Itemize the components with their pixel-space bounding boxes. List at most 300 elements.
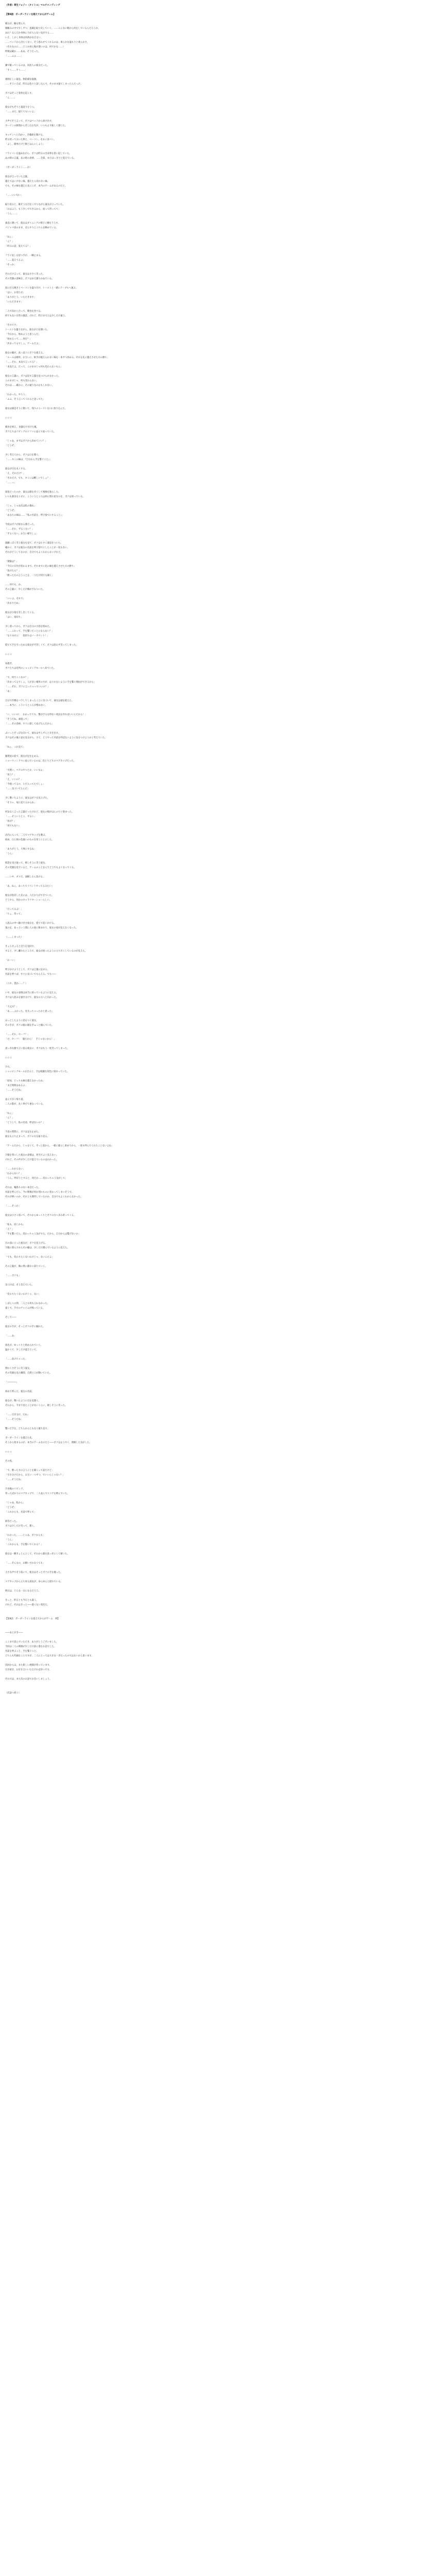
text-line: いや、彼女の表情は本当に困っているように見える。 [5, 992, 59, 994]
text-line: きょろきょろと辺りを見回す。 [5, 945, 36, 948]
blank-line [5, 8, 440, 12]
blank-line [5, 903, 440, 907]
text-line: 並んで歩く帰り道。 [5, 1098, 25, 1101]
text-line: 「うん」 [5, 853, 14, 855]
blank-line [5, 346, 440, 351]
text-line: ◇ ◇ ◇ [5, 653, 12, 656]
text-line: すると、少し離れたところで、彼女が困ったように立ち尽くしているのが見えた。 [5, 950, 87, 953]
blank-line [5, 1014, 440, 1019]
text-line: 紙袋を受け取って、嬉しそうに笑う彼女。 [5, 862, 47, 865]
text-line: 「い、いいの！ わかってても、繋がざるを得ない状況を作ればいいんだから！」 [5, 714, 87, 716]
blank-line [5, 485, 440, 490]
text-line: 「うん……」 [5, 213, 19, 215]
blank-line [5, 1566, 440, 1570]
text-line: それから、今まで見たことがないくらい、嬉しそうに笑った。 [5, 1404, 67, 1407]
blank-line [5, 1607, 440, 1612]
text-line: 「なりません！ 指切りはノーカウント！」 [5, 635, 49, 637]
text-line: どちらも些細なことですが、二人にとっては大きな一歩だったのではないかと思います。 [5, 1655, 94, 1657]
text-line: 彼女は小さく呟いて、それからゆっくりとボクの方へ歩み寄ってくる。 [5, 1214, 76, 1217]
blank-line [5, 147, 440, 151]
text-line: 「……わからない」 [5, 1168, 25, 1171]
blank-line [5, 170, 440, 175]
text-line: 「ねぇ」 [5, 1112, 14, 1115]
text-line: 自分で作戦をバラしてしまったことに気づいて、彼女は頭を抱えた。 [5, 700, 74, 702]
text-line: ぷいっとそっぽを向いて、彼女はずんずんと歩き出す。 [5, 732, 60, 735]
blank-line [5, 1209, 440, 1213]
text-line: 「じゃあ、私から」 [5, 1502, 25, 1504]
text-line: 「……キミの線は、『自分から手を繋ぐこと』」 [5, 459, 52, 461]
text-line: 「期限は？」 [5, 561, 19, 563]
blank-line [5, 1682, 440, 1686]
blank-line [5, 87, 440, 91]
text-line: 夕陽を背にした彼女の表情は、逆光でよく見えない。 [5, 1154, 59, 1157]
text-line: 「はい、お待たせ」 [5, 292, 25, 294]
blank-line [5, 1107, 440, 1111]
text-line: 二人の影が、長く伸びて重なっている。 [5, 1103, 45, 1106]
blank-line [5, 216, 440, 221]
text-line: ――あとがき―― [5, 1632, 23, 1634]
text-line: 「せ、セーフ！ 服だから！ 手じゃないから！」 [5, 1038, 56, 1041]
blank-line [5, 73, 440, 77]
text-line: このままじゃ、何も変わらない。 [5, 380, 39, 382]
text-line: 「どうぞ」 [5, 510, 16, 512]
blank-line [5, 1278, 440, 1283]
text-line: 悪戯っぽく笑う彼女を見て、ボクは小さく溜息をついた。 [5, 542, 63, 545]
text-line: 「じゃあ、まずはボクから決めていい？」 [5, 440, 47, 443]
text-line: （……しまった） [5, 936, 23, 939]
text-line: けれど、その声が少しだけ震えているのはわかった。 [5, 1159, 59, 1161]
blank-line [5, 518, 440, 522]
text-line: 素直に頷いて、彼女はダイニングの椅子に腰を下ろす。 [5, 222, 60, 225]
text-line: 人混みの中へ駆け出す彼女を、慌てて追いかける。 [5, 922, 56, 925]
blank-line [5, 1408, 440, 1413]
text-line: 「昨日の話、覚えてる？」 [5, 245, 32, 248]
document-body [5, 17, 440, 1696]
blank-line [5, 1635, 440, 1640]
text-line: 「それだけ。でも、キミには難しいでしょ？」 [5, 477, 52, 480]
text-line: それだけ言って、彼女は小さく笑った。 [5, 273, 45, 276]
blank-line [5, 462, 440, 467]
text-line: ◇ ◇ ◇ [5, 1057, 12, 1059]
blank-line [5, 1496, 440, 1501]
text-line: 名前を呼べば、すぐに気づいてもらえる。でも―― [5, 973, 56, 976]
text-line: 「これからも、名前で呼んで」 [5, 1511, 37, 1514]
text-line: 「買う？」 [5, 774, 16, 776]
text-line: 「それでさ」 [5, 324, 19, 327]
text-line: 夕陽に照らされたその瞳は、少しだけ潤んでいるように見えた。 [5, 1247, 70, 1249]
text-line: 「……ボクも」 [5, 1275, 21, 1277]
text-line: それは……確かに、その通りなのかもしれない。 [5, 384, 54, 387]
text-line: 朝食を終え、食器を片付けた後。 [5, 426, 39, 429]
text-line: キッチンへと向かい、冷蔵庫を開ける。 [5, 134, 45, 137]
blank-line [5, 791, 440, 796]
text-line: 彼女の言葉に、ボクは返す言葉を見つけられなかった。 [5, 375, 61, 378]
blank-line [5, 59, 440, 63]
text-line: 「あ」 [5, 690, 12, 693]
text-line: きっと、昨日とも今日とも違う。 [5, 1599, 39, 1602]
text-line: 「……あ」 [5, 1335, 16, 1337]
text-line: ……いや、ダメだ。油断したら負ける。 [5, 876, 45, 878]
text-line: 「……そっか」 [5, 1205, 21, 1208]
blank-line [5, 708, 440, 713]
text-line: 「うん。呼ぼうとすると、何だか……変わっちゃう気がして」 [5, 1177, 67, 1180]
blank-line [5, 281, 440, 286]
blank-line [5, 1320, 440, 1325]
blank-line [5, 1181, 440, 1185]
blank-line [5, 249, 440, 253]
blank-line [5, 1199, 440, 1204]
text-line: 「……これって、手を繋いだことにならない？」 [5, 630, 54, 633]
text-line: 「……気づいてたんだ」 [5, 788, 30, 790]
blank-line [5, 940, 440, 944]
text-line: 「今日から、始めようと思うんだ」 [5, 333, 41, 336]
text-line: 引き続き、お付き合いいただければ幸いです。 [5, 1669, 52, 1671]
text-line: 「え？」 [5, 1228, 14, 1231]
blank-line [5, 648, 440, 652]
text-line: その夜。 [5, 1460, 14, 1463]
text-line: いつも強気なくせに、こういうところは妙に照れ屋なのを、ボクは知っている。 [5, 496, 85, 498]
text-line: 「変わりたくないわけじゃ、ない」 [5, 1293, 41, 1296]
blank-line [5, 230, 440, 235]
text-line: 「……それ、本気で言ってる？」 [5, 361, 39, 364]
text-line: 「ちょ、待って」 [5, 913, 23, 916]
text-line: 今度はボクが固まる番だった。 [5, 523, 37, 526]
text-line: ……本当に、こういうところが憎めない。 [5, 704, 47, 707]
blank-line [5, 267, 440, 272]
blank-line [5, 1575, 440, 1580]
text-line: 「ふふ、そう言ってくれると思ってた」 [5, 398, 45, 401]
blank-line [5, 1594, 440, 1598]
text-line: 「勝った方の言うことを、一つだけ何でも聞く」 [5, 574, 54, 577]
text-line: 「ずるくない。お互い様でしょ」 [5, 533, 39, 535]
blank-line [5, 1269, 440, 1274]
blank-line [5, 977, 440, 981]
text-line: その言葉に、少しだけ胸がざわついた。 [5, 588, 45, 591]
blank-line [5, 1311, 440, 1315]
text-line: 昨晩は確か……ああ、そうだった。 [5, 50, 41, 53]
text-line: しばらくの間、二人とも何も言わなかった。 [5, 1302, 49, 1305]
text-line: 「……そういうとこ、ずるい」 [5, 816, 37, 818]
blank-line [5, 1074, 440, 1079]
blank-line [5, 1218, 440, 1223]
text-line: ◇ ◇ ◇ [5, 1451, 12, 1453]
text-line: 「よし、簡単だけど朝ごはんにしよう」 [5, 143, 45, 146]
text-line: 「これからも、手を繋いでくれる？」 [5, 1544, 43, 1546]
text-line: マグカップから立ち昇る湯気が、ゆらゆらと揺れている。 [5, 1581, 63, 1583]
text-line: 「そりゃ、毎日見てるからね」 [5, 802, 37, 804]
text-line: 「……ふぁ……」 [5, 55, 23, 58]
text-line: 「どうぞ」 [5, 445, 16, 447]
blank-line [5, 1445, 440, 1450]
blank-line [5, 536, 440, 541]
text-line: 彼女も立ち止まって、ボクの方を振り返る。 [5, 1136, 49, 1138]
blank-line [5, 1482, 440, 1487]
blank-line [5, 1515, 440, 1519]
text-line: 二人で向かい合って、朝食を食べる。 [5, 310, 43, 313]
text-line: 「で、何でここなの？」 [5, 676, 30, 679]
blank-line [5, 954, 440, 958]
blank-line [5, 198, 440, 202]
text-line: 「どうして、私の名前、呼ばないの？」 [5, 1122, 45, 1124]
text-line: ……何でも、か。 [5, 584, 23, 586]
blank-line [5, 411, 440, 416]
blank-line [5, 889, 440, 893]
blank-line [5, 499, 440, 504]
text-line: ここまで読んでいただき、ありがとうございました。 [5, 1641, 58, 1643]
text-line: 少し考えてから、ボクは口を開く。 [5, 454, 41, 456]
blank-line [5, 930, 440, 935]
blank-line [5, 879, 440, 884]
text-line: 不意の質問に、ボクは足を止めた。 [5, 1131, 41, 1133]
text-line: ……そういえば、昨日は色々と話し込んで、そのまま寝てしまったんだっけ。 [5, 83, 83, 86]
text-line: ほっとしたように息をつく彼女。 [5, 1020, 39, 1022]
text-line: 夕食後のリビング。 [5, 1488, 25, 1490]
blank-line [5, 1093, 440, 1097]
blank-line [5, 1162, 440, 1167]
text-line: 照れくさそうに笑う彼女。 [5, 1367, 32, 1370]
text-line: ショッピングモールを出ると、空は綺麗な茜色に染まっていた。 [5, 1071, 70, 1073]
text-line: 「ゲームだから、じゃなくて。ずっと前から。一緒に暮らし始めてから、一度も呼んでくれたことないよね」 [5, 1145, 114, 1147]
blank-line [5, 1139, 440, 1144]
text-line: 「……そんなの、お願いされなくても」 [5, 1562, 45, 1565]
text-line: 「何が？」 [5, 820, 16, 823]
text-line: 案の定、あっという間に人の波に飲まれて、彼女の姿が見えなくなった。 [5, 927, 78, 929]
text-line: 少し驚いたように、彼女はボクを見上げた。 [5, 797, 49, 800]
text-line: 「いただきます」 [5, 301, 23, 303]
blank-line [5, 114, 440, 119]
blank-line [5, 1051, 440, 1056]
blank-line [5, 578, 440, 583]
blank-line [5, 1672, 440, 1677]
blank-line [5, 420, 440, 425]
blank-line [5, 917, 440, 921]
blank-line [5, 856, 440, 861]
text-line: 「……っ」 [5, 482, 16, 484]
text-line: 名前を呼んだら、今の関係が何か別のものに変わってしまいそうで。 [5, 1191, 74, 1194]
text-line: 「私も、同じかも」 [5, 1224, 25, 1226]
text-line: 「……いい匂い」 [5, 194, 23, 197]
blank-line [5, 1352, 440, 1357]
text-line: 「……まだ、寝ててもいいよ」 [5, 111, 37, 113]
text-line: 「ルールは簡単。お互いに、相手が越えられない線を一本ずつ決める。それを先に越えさせた方の勝ち」 [5, 357, 109, 359]
text-line: 「……負けちゃった」 [5, 1358, 27, 1361]
blank-line [5, 555, 440, 560]
text-line: 「まだ時間はあるよ」 [5, 1084, 27, 1087]
text-line: 「ありがとう。大事にするね」 [5, 848, 37, 851]
text-line: 「わかった。やろう」 [5, 394, 27, 396]
text-line: その手が、ボクの服の裾をぎゅっと掴んでいた。 [5, 1024, 54, 1027]
text-line: 目の前に立った彼女が、ボクを見上げる。 [5, 1242, 47, 1245]
blank-line [5, 128, 440, 133]
text-line: 「――――」 [5, 1381, 19, 1384]
blank-line [5, 963, 440, 968]
blank-line [5, 1621, 440, 1626]
text-line: 呼びかけようとして、ボクは言葉に詰まる。 [5, 969, 49, 971]
text-line: 「……それ、ずるくない？」 [5, 528, 35, 531]
text-line: それが怖いのか、それとも期待しているのか、自分でもよくわからなかった。 [5, 1196, 83, 1198]
text-line: 気づけば、そう答えていた。 [5, 1284, 34, 1286]
text-line: 「……そうだね」 [5, 1418, 23, 1421]
text-line: 「ん？」 [5, 1117, 14, 1120]
blank-line [5, 1422, 440, 1427]
text-line: 「決まりだね」 [5, 602, 21, 605]
blank-line [5, 1658, 440, 1663]
text-line: 「今日の日付が変わるまで。それまでに先に線を越えさせた方の勝ち」 [5, 565, 76, 568]
text-line: その笑顔を見ていると、ゲームのことなんてどうでもよくなってくる。 [5, 867, 76, 869]
text-line: 名前を呼ぶこと、手を繋ぐこと。 [5, 1650, 39, 1653]
text-line: 「引き分けだから、お互い一つずつ、でいいんじゃない？」 [5, 1474, 65, 1477]
text-line: ボーダーラインを越えた先。 [5, 1437, 34, 1439]
blank-line [5, 189, 440, 193]
text-line: 朝日が、瞼を照らす。 [5, 23, 27, 25]
text-line: 「わからない？」 [5, 1173, 23, 1175]
text-line: 店内に入って、二人でマグカップを選ぶ。 [5, 834, 47, 837]
text-line: 彼女が指差した先には、人だかりができていた。 [5, 894, 54, 897]
blank-line [5, 592, 440, 597]
text-line: 「決まってるでしょ。人が多い場所の方が、はぐれないように手を繋ぐ理由ができるから」 [5, 681, 96, 684]
blank-line [5, 1297, 440, 1301]
text-line: その笑顔の意味を、ボクはまだ測りかねている。 [5, 278, 54, 280]
text-line: 規則正しい寝息。無防備な寝顔。 [5, 78, 39, 81]
text-line: 振り返ると、眠そうな目をこすりながら彼女が立っていた。 [5, 204, 65, 206]
text-line: 明日は、どんな一日になるだろう。 [5, 1590, 41, 1592]
text-line: 彼女の瞳が、真っ直ぐにボクを捉える。 [5, 352, 45, 354]
text-line: 何でもない日常の風景。けれど、昨日までとは少しだけ違う。 [5, 315, 67, 317]
text-line: 皿に目玉焼きとベーコンを盛り付け、トーストと一緒にテーブルへ運ぶ。 [5, 287, 78, 290]
blank-line [5, 986, 440, 991]
text-line: そこから始まるのが、本当のゲームなのだと――ボクはようやく、理解した気がした。 [5, 1442, 92, 1444]
text-line: 彼女がもぞりと寝返りをうつ。 [5, 106, 36, 109]
blank-line [5, 1060, 440, 1065]
text-line: 結局、白と紺の色違いのものを買うことにした。 [5, 839, 54, 841]
blank-line [5, 805, 440, 810]
text-line: 「おはよう。もう少しでできるから、座って待ってて」 [5, 208, 61, 211]
text-line: ボクは少しだけ笑って、頷く。 [5, 1525, 36, 1528]
text-line: 次回からは、また新しい展開が待っています。 [5, 1664, 52, 1667]
text-line: 「おーい」 [5, 959, 16, 962]
text-line: 「いいよ。それで」 [5, 598, 25, 600]
text-line: 「可愛い。ペアのやつとか、いいなぁ」 [5, 769, 45, 772]
blank-line [5, 1547, 440, 1552]
text-line: 「決まってるでしょ。ゲームだよ」 [5, 343, 41, 345]
blank-line [5, 657, 440, 662]
blank-line [5, 17, 440, 22]
blank-line [5, 100, 440, 105]
text-line: 彼女は一瞬きょとんとして、それから顔を真っ赤にして俯いた。 [5, 1553, 70, 1555]
blank-line [5, 1431, 440, 1436]
text-line: ボクはその後ろ姿を見ながら、さて、どうやって名前を呼ばないように気をつけようかと考えていた。 [5, 737, 107, 739]
text-line: 彼女が目を丸くする。 [5, 468, 27, 470]
text-line: フライパンを温めながら、ボクは昨日の出来事を思い返していた。 [5, 152, 72, 155]
text-line: 【第8話：ボーダーラインを超えてからがゲーム 終】 [5, 1618, 60, 1620]
blank-line [5, 1329, 440, 1334]
text-line: 微睡みの中で少しずつ、意識を取り戻していく。……こんなに朝から何をしているんだろうか。 [5, 27, 100, 30]
text-line: ◇ ◇ ◇ [5, 417, 12, 419]
text-line: 隣で眠っているのは、同居人の彼女だった。 [5, 64, 49, 67]
text-line: （それなのに……どこか居心地が悪いのは、何でかな……） [5, 46, 65, 48]
blank-line [5, 1584, 440, 1589]
text-line: けれど、それはきっと――悪くない変化だ。 [5, 1604, 49, 1606]
blank-line [5, 434, 440, 439]
text-line: 「結局、どっちも線を越えなかったね」 [5, 1080, 45, 1082]
blank-line [5, 1000, 440, 1005]
blank-line [5, 1464, 440, 1468]
text-line: フライ返しを持つ手が、一瞬止まる。 [5, 255, 43, 257]
blank-line [5, 1385, 440, 1389]
text-line: 「ねぇ」 [5, 236, 14, 239]
text-line: いえ、しかし身体は何故か抗えない。 [5, 37, 43, 39]
text-line: 「始めるって……何を？」 [5, 338, 32, 341]
text-line: 即答だった。 [5, 1520, 19, 1523]
blank-line [5, 620, 440, 624]
text-line: 「すぅ……すぅ……」 [5, 69, 27, 72]
text-line: 慌てて手を引っ込める彼女が可笑しくて、ボクは思わず笑ってしまった。 [5, 644, 78, 647]
text-line: トーストを齧りながら、彼女が口を開いた。 [5, 329, 49, 331]
blank-line [5, 1529, 440, 1533]
text-line: 「……そうだね」 [5, 1479, 23, 1481]
text-line: 遠くで、夕方のチャイムが鳴っている。 [5, 1307, 45, 1310]
text-line: 「……引き分け、だね」 [5, 1414, 30, 1416]
blank-line [5, 1454, 440, 1459]
text-line: 「……それ、ボクに言っちゃっていいの？」 [5, 686, 50, 688]
text-line: ボクはそっと身体を起こす。 [5, 92, 34, 95]
text-line: 「はい、指切り」 [5, 616, 23, 619]
text-line: 小声でそう言って、ボクはベッドから抜け出す。 [5, 120, 54, 123]
blank-line [5, 1362, 440, 1366]
text-line: 昼過ぎ。 [5, 663, 14, 665]
blank-line [5, 1556, 440, 1561]
text-line: 雑貨屋の前で、彼女が足を止める。 [5, 755, 41, 758]
text-line: 彼女が、驚いたように目を見開く。 [5, 1400, 41, 1402]
blank-line [5, 1394, 440, 1399]
blank-line [5, 369, 440, 374]
blank-line [5, 402, 440, 406]
text-line: どうやら、何かのキャラクターショーらしい。 [5, 899, 52, 902]
blank-line [5, 764, 440, 768]
text-line: 夕方。 [5, 1066, 12, 1069]
text-line: それでは、また次のお話でお会いしましょう。 [5, 1678, 52, 1681]
text-line: 「で、勝った方の言うことを聞くって話だけど」 [5, 1469, 54, 1472]
blank-line [5, 606, 440, 611]
text-line: 「うん」 [5, 1539, 14, 1541]
text-line: それは、嘘偽りのない本音だった。 [5, 1187, 41, 1189]
blank-line [5, 671, 440, 675]
text-line: 小さな声でそう呟いて、彼女はそっとボクの手を握った。 [5, 1571, 63, 1574]
text-line: ショーウィンドウに並んでいるのは、色とりどりのマグカップだった。 [5, 760, 76, 762]
blank-line [5, 1148, 440, 1153]
text-line: 彼女の手が、そっとボクの手に触れた。 [5, 1326, 45, 1328]
text-line: 「手を繋いだら、変わっちゃう気がする。だから、自分からは繋げないの」 [5, 1233, 81, 1235]
text-line: 「行ってみよ！」 [5, 908, 23, 911]
blank-line [5, 1376, 440, 1380]
text-line: 真っ赤な顔で言い張る彼女に、ボクはもう一度笑ってしまった。 [5, 1047, 70, 1050]
text-line: その言葉が、胸の奥に静かに落ちていく。 [5, 1265, 47, 1268]
text-line: 何気なく言った言葉だったけれど、彼女の頬がほんのりと染まった。 [5, 811, 74, 814]
text-line: 彼女が言っていた言葉。 [5, 176, 30, 178]
text-line: 少し迷ってから、ボクは自分の小指を絡めた。 [5, 625, 52, 628]
text-line: 繋いだ手を、どちらからともなく握り直す。 [5, 1428, 49, 1430]
text-line: それがどうしてなのか、自分でもよくわからないけれど。 [5, 551, 63, 554]
text-line: 「大丈夫？」 [5, 1006, 19, 1008]
blank-line [5, 1028, 440, 1032]
text-line: その笑顔を見た瞬間、自然と口が動いていた。 [5, 1372, 52, 1375]
text-line: 図星だったのか、彼女は顔を赤くして視線を逸らした。 [5, 491, 61, 494]
text-line: 「今使ってるの、ヒビ入ってたでしょ」 [5, 783, 45, 786]
blank-line [5, 1626, 440, 1631]
text-line: （ボーダーライン……か） [5, 166, 32, 169]
blank-line [5, 1236, 440, 1241]
text-line: 「あ、ねぇ。あっちでイベントやってるみたい」 [5, 885, 54, 888]
